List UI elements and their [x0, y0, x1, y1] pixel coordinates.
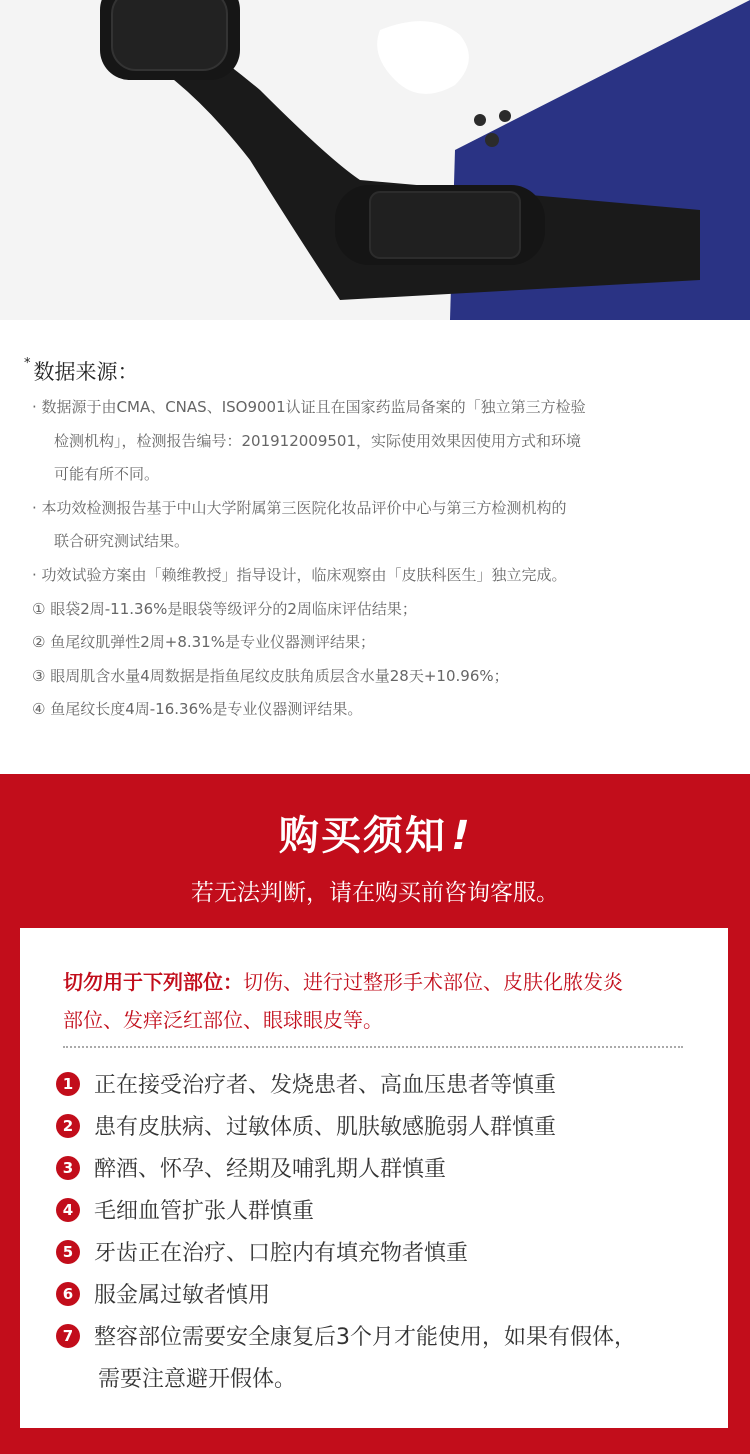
- number-badge: 7: [56, 1324, 80, 1348]
- source-line: 联合研究测试结果。: [54, 532, 190, 550]
- source-line: ① 眼袋2周-11.36%是眼袋等级评分的2周临床评估结果；: [32, 600, 417, 618]
- source-line: ④ 鱼尾纹长度4周-16.36%是专业仪器测评结果。: [32, 700, 363, 718]
- data-source-title: * 数据来源：: [24, 356, 139, 384]
- source-line: · 本功效检测报告基于中山大学附属第三医院化妆品评价中心与第三方检测机构的: [32, 499, 567, 517]
- source-line: · 功效试验方案由「赖维教授」指导设计，临床观察由「皮肤科医生」独立完成。: [32, 566, 567, 584]
- number-badge: 3: [56, 1156, 80, 1180]
- data-source-section: [0, 320, 750, 775]
- list-item: [56, 1152, 446, 1183]
- notice-subtitle: 若无法判断，请在购买前咨询客服。: [191, 880, 559, 906]
- list-item: [56, 1320, 636, 1351]
- list-item-text: 整容部位需要安全康复后3个月才能使用，如果有假体，: [94, 1325, 636, 1350]
- source-line: · 数据源于由CMA、CNAS、ISO9001认证且在国家药监局备案的「独立第三方检验: [32, 398, 586, 416]
- number-badge: 4: [56, 1198, 80, 1222]
- warning-text: 切勿用于下列部位：切伤、进行过整形手术部位、皮肤化脓发炎: [63, 970, 623, 994]
- asterisk-icon: *: [24, 356, 31, 371]
- list-item: [56, 1236, 468, 1267]
- dotted-divider: [63, 1046, 683, 1048]
- list-item-text: 醉酒、怀孕、经期及哺乳期人群慎重: [94, 1157, 447, 1182]
- product-hero-image: [0, 0, 750, 320]
- source-line: 可能有所不同。: [54, 465, 160, 483]
- warning-label: 切勿用于下列部位：: [63, 970, 243, 994]
- list-item-text: 毛细血管扩张人群慎重: [94, 1199, 315, 1224]
- list-item-text-cont: 需要注意避开假体。: [98, 1367, 297, 1392]
- list-item-text: 服金属过敏者慎用: [94, 1283, 271, 1308]
- list-item: [56, 1110, 556, 1141]
- warning-text-cont: 部位、发痒泛红部位、眼球眼皮等。: [63, 1008, 383, 1032]
- list-item: [56, 1194, 314, 1225]
- source-line: ② 鱼尾纹肌弹性2周+8.31%是专业仪器测评结果；: [32, 633, 375, 651]
- source-line: ③ 眼周肌含水量4周数据是指鱼尾纹皮肤角质层含水量28天+10.96%；: [32, 667, 509, 685]
- list-item: [56, 1068, 556, 1099]
- purchase-notice-section: [0, 774, 750, 1454]
- notice-card: [20, 928, 728, 1428]
- number-badge: 1: [56, 1072, 80, 1096]
- list-item-text: 患有皮肤病、过敏体质、肌肤敏感脆弱人群慎重: [94, 1115, 557, 1140]
- number-badge: 5: [56, 1240, 80, 1264]
- number-badge: 2: [56, 1114, 80, 1138]
- source-line: 检测机构」，检测报告编号：201912009501，实际使用效果因使用方式和环境: [54, 432, 582, 450]
- list-item-text: 牙齿正在治疗、口腔内有填充物者慎重: [94, 1241, 469, 1266]
- eye-mask-illustration: [0, 0, 750, 320]
- exclamation-icon: !: [445, 813, 477, 859]
- list-item-text: 正在接受治疗者、发烧患者、高血压患者等慎重: [94, 1073, 557, 1098]
- list-item: [56, 1278, 270, 1309]
- notice-title: 购买须知!: [278, 813, 477, 859]
- number-badge: 6: [56, 1282, 80, 1306]
